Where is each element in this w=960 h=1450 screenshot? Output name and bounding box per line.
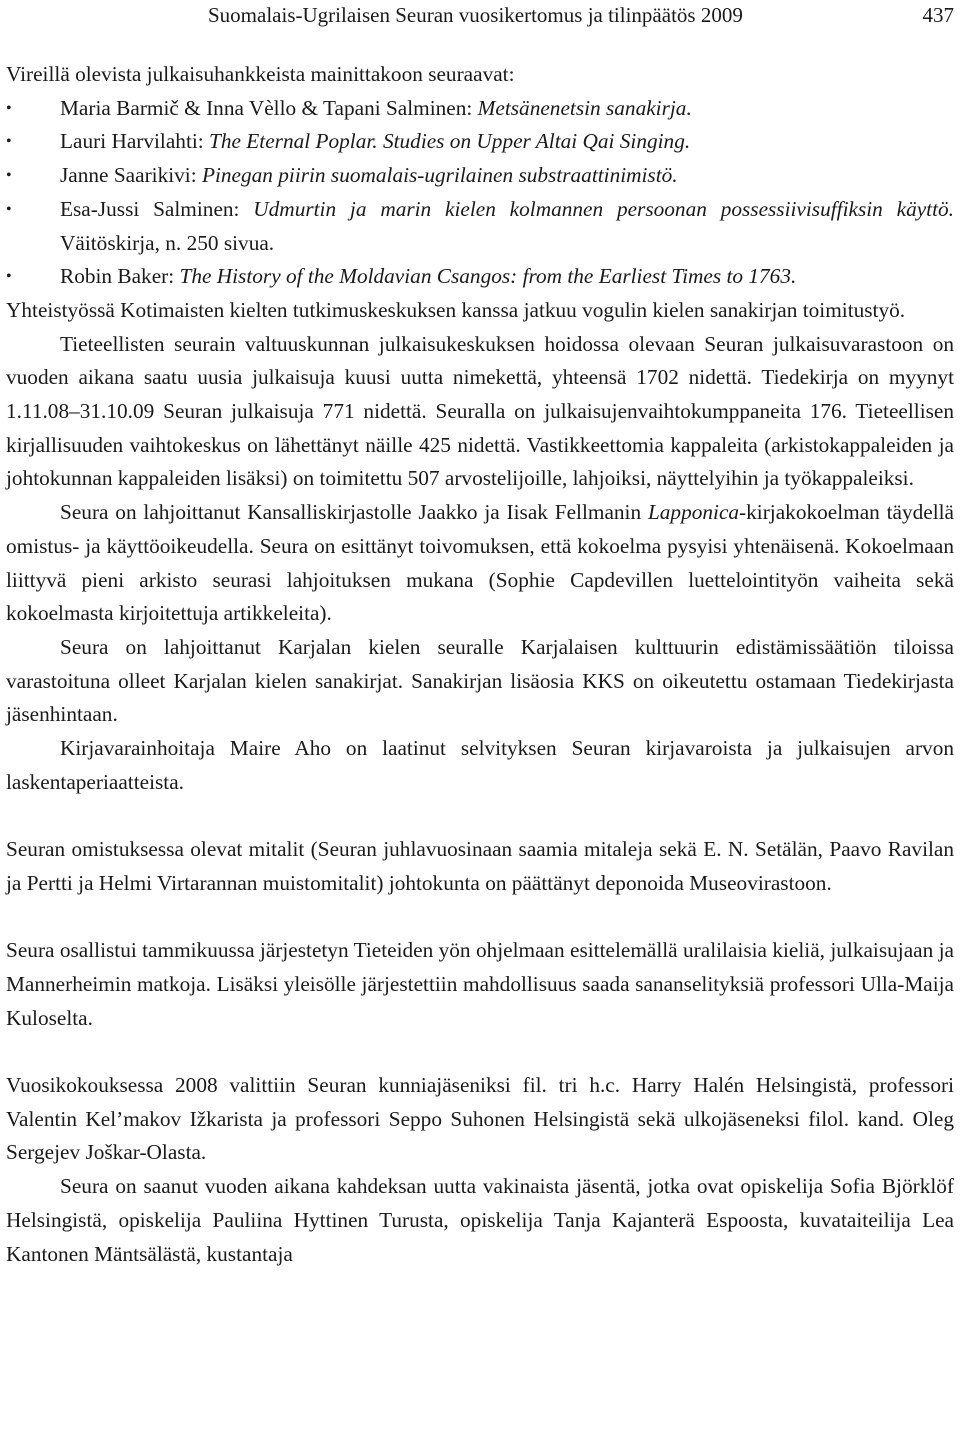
list-item (6, 260, 954, 294)
paragraph-publication-stock: Tieteellisten seurain valtuuskunnan julkaisukeskuksen hoidossa olevaan Seuran julkaisuvarastoon on vuoden aikana saatu uusia julkaisuja kuusi uutta nimekettä, yhteensä 1702 nidettä. Tiedekirja on myynyt 1.11.08–31.10.09 Seuran julkaisuja 771 nidettä. Seuralla on julkaisujenvaihtokumppaneita 176. Tieteellisen kirjallisuuden vaihtokeskus on lähettänyt näille 425 nidettä. Vastikkeettomia kappaleita (arkistokappaleiden ja johtokunnan kappaleiden lisäksi) on toimitettu 507 arvostelijoille, lahjoiksi, näyttelyihin ja työkappaleiksi. (6, 331, 954, 491)
publications-intro: Vireillä olevista julkaisuhankkeista mainittakoon seuraavat: (6, 62, 515, 86)
collection-name: Lapponica (647, 500, 740, 525)
publication-author: Esa-Jussi Salminen: (60, 196, 254, 221)
list-item (6, 193, 954, 260)
text-run: -kirjakokoelman täydellä omistus- ja käyttöoikeudella. Seura on esittänyt toivomuksen, että kokoelma pysyisi yhtenäisenä. Kokoelmaan liittyvä pieni arkisto seurasi lahjoituksen mukana (Sophie Capdevillen luettelointityön vaiheita sekä kokoelmasta kirjoitettuja artikkeleita). (6, 500, 955, 626)
publication-title: Pinegan piirin suomalais-ugrilainen substraattinimistö. (201, 163, 678, 188)
publication-title: Metsänenetsin sanakirja. (477, 95, 692, 120)
paragraph-karelian-donation: Seura on lahjoittanut Karjalan kielen seuralle Karjalaisen kulttuurin edistämissäätiön tiloissa varastoituna olleet Karjalan kielen sanakirjat. Sanakirjan lisäosia KKS on oikeutettu ostamaan Tiedekirjasta jäsenhintaan. (6, 634, 954, 727)
publication-author: Janne Saarikivi: (60, 163, 202, 188)
paragraph-book-assets: Kirjavarainhoitaja Maire Aho on laatinut selvityksen Seuran kirjavaroista ja julkaisujen arvon laskentaperiaatteista. (6, 736, 954, 794)
publication-title: Udmurtin ja marin kielen kolmannen persoonan possessiivisuffiksin käyttö. (253, 196, 954, 221)
list-item (6, 125, 954, 159)
body-text (6, 58, 954, 1271)
bullet-icon: • (6, 133, 12, 151)
paragraph-medals: Seuran omistuksessa olevat mitalit (Seuran juhlavuosinaan saamia mitaleja sekä E. N. Setälän, Paavo Ravilan ja Pertti ja Helmi Virtarannan muistomitalit) johtokunta on päättänyt deponoida Museovirastoon. (6, 837, 954, 895)
publication-author: Maria Barmič & Inna Vèllo & Tapani Salminen: (60, 95, 478, 120)
paragraph-new-members: Seura on saanut vuoden aikana kahdeksan uutta vakinaista jäsentä, jotka ovat opiskelija Sofia Björklöf Helsingistä, opiskelija Pauliina Hyttinen Turusta, opiskelija Tanja Kajanterä Espoosta, kuvataiteilija Lea Kantonen Mäntsälästä, kustantaja (6, 1174, 954, 1266)
running-header (0, 2, 954, 28)
paragraph-gap (6, 799, 954, 833)
publication-list (6, 92, 954, 294)
paragraph-honorary-members: Vuosikokouksessa 2008 valittiin Seuran kunniajäseniksi fil. tri h.c. Harry Halén Helsingistä, professori Valentin Kel’makov Ižkarista ja professori Seppo Suhonen Helsingistä sekä ulkojäseneksi filol. kand. Oleg Sergejev Joškar-Olasta. (6, 1073, 954, 1165)
bullet-icon: • (6, 268, 12, 286)
bullet-icon: • (6, 99, 12, 117)
paragraph-gap (6, 901, 954, 935)
list-item (6, 92, 954, 126)
list-item (6, 159, 954, 193)
publication-note: Väitöskirja, n. 250 sivua. (60, 230, 275, 255)
paragraph-gap (6, 1035, 954, 1069)
publication-title: The History of the Moldavian Csangos: from the Earliest Times to 1763. (179, 264, 797, 289)
publication-title: The Eternal Poplar. Studies on Upper Altai Qai Singing. (209, 129, 691, 154)
paragraph-lapponica-donation (6, 496, 954, 631)
paragraph-science-night: Seura osallistui tammikuussa järjestetyn Tieteiden yön ohjelmaan esittelemällä uralilaisia kieliä, julkaisujaan ja Mannerheimin matkoja. Lisäksi yleisölle järjestettiin mahdollisuus saada sananselityksiä professori Ulla-Maija Kuloselta. (6, 938, 954, 1030)
publication-author: Lauri Harvilahti: (60, 129, 210, 154)
running-title: Suomalais-Ugrilaisen Seuran vuosikertomus ja tilinpäätös 2009 (208, 3, 743, 27)
page-number: 437 (922, 3, 954, 27)
bullet-icon: • (6, 200, 12, 218)
bullet-icon: • (6, 167, 12, 185)
publication-author: Robin Baker: (60, 264, 180, 289)
text-run: Seura on lahjoittanut Kansalliskirjastolle Jaakko ja Iisak Fellmanin (60, 500, 648, 525)
paragraph-dictionary-cooperation: Yhteistyössä Kotimaisten kielten tutkimuskeskuksen kanssa jatkuu vogulin kielen sanakirjan toimitustyö. (6, 297, 906, 322)
